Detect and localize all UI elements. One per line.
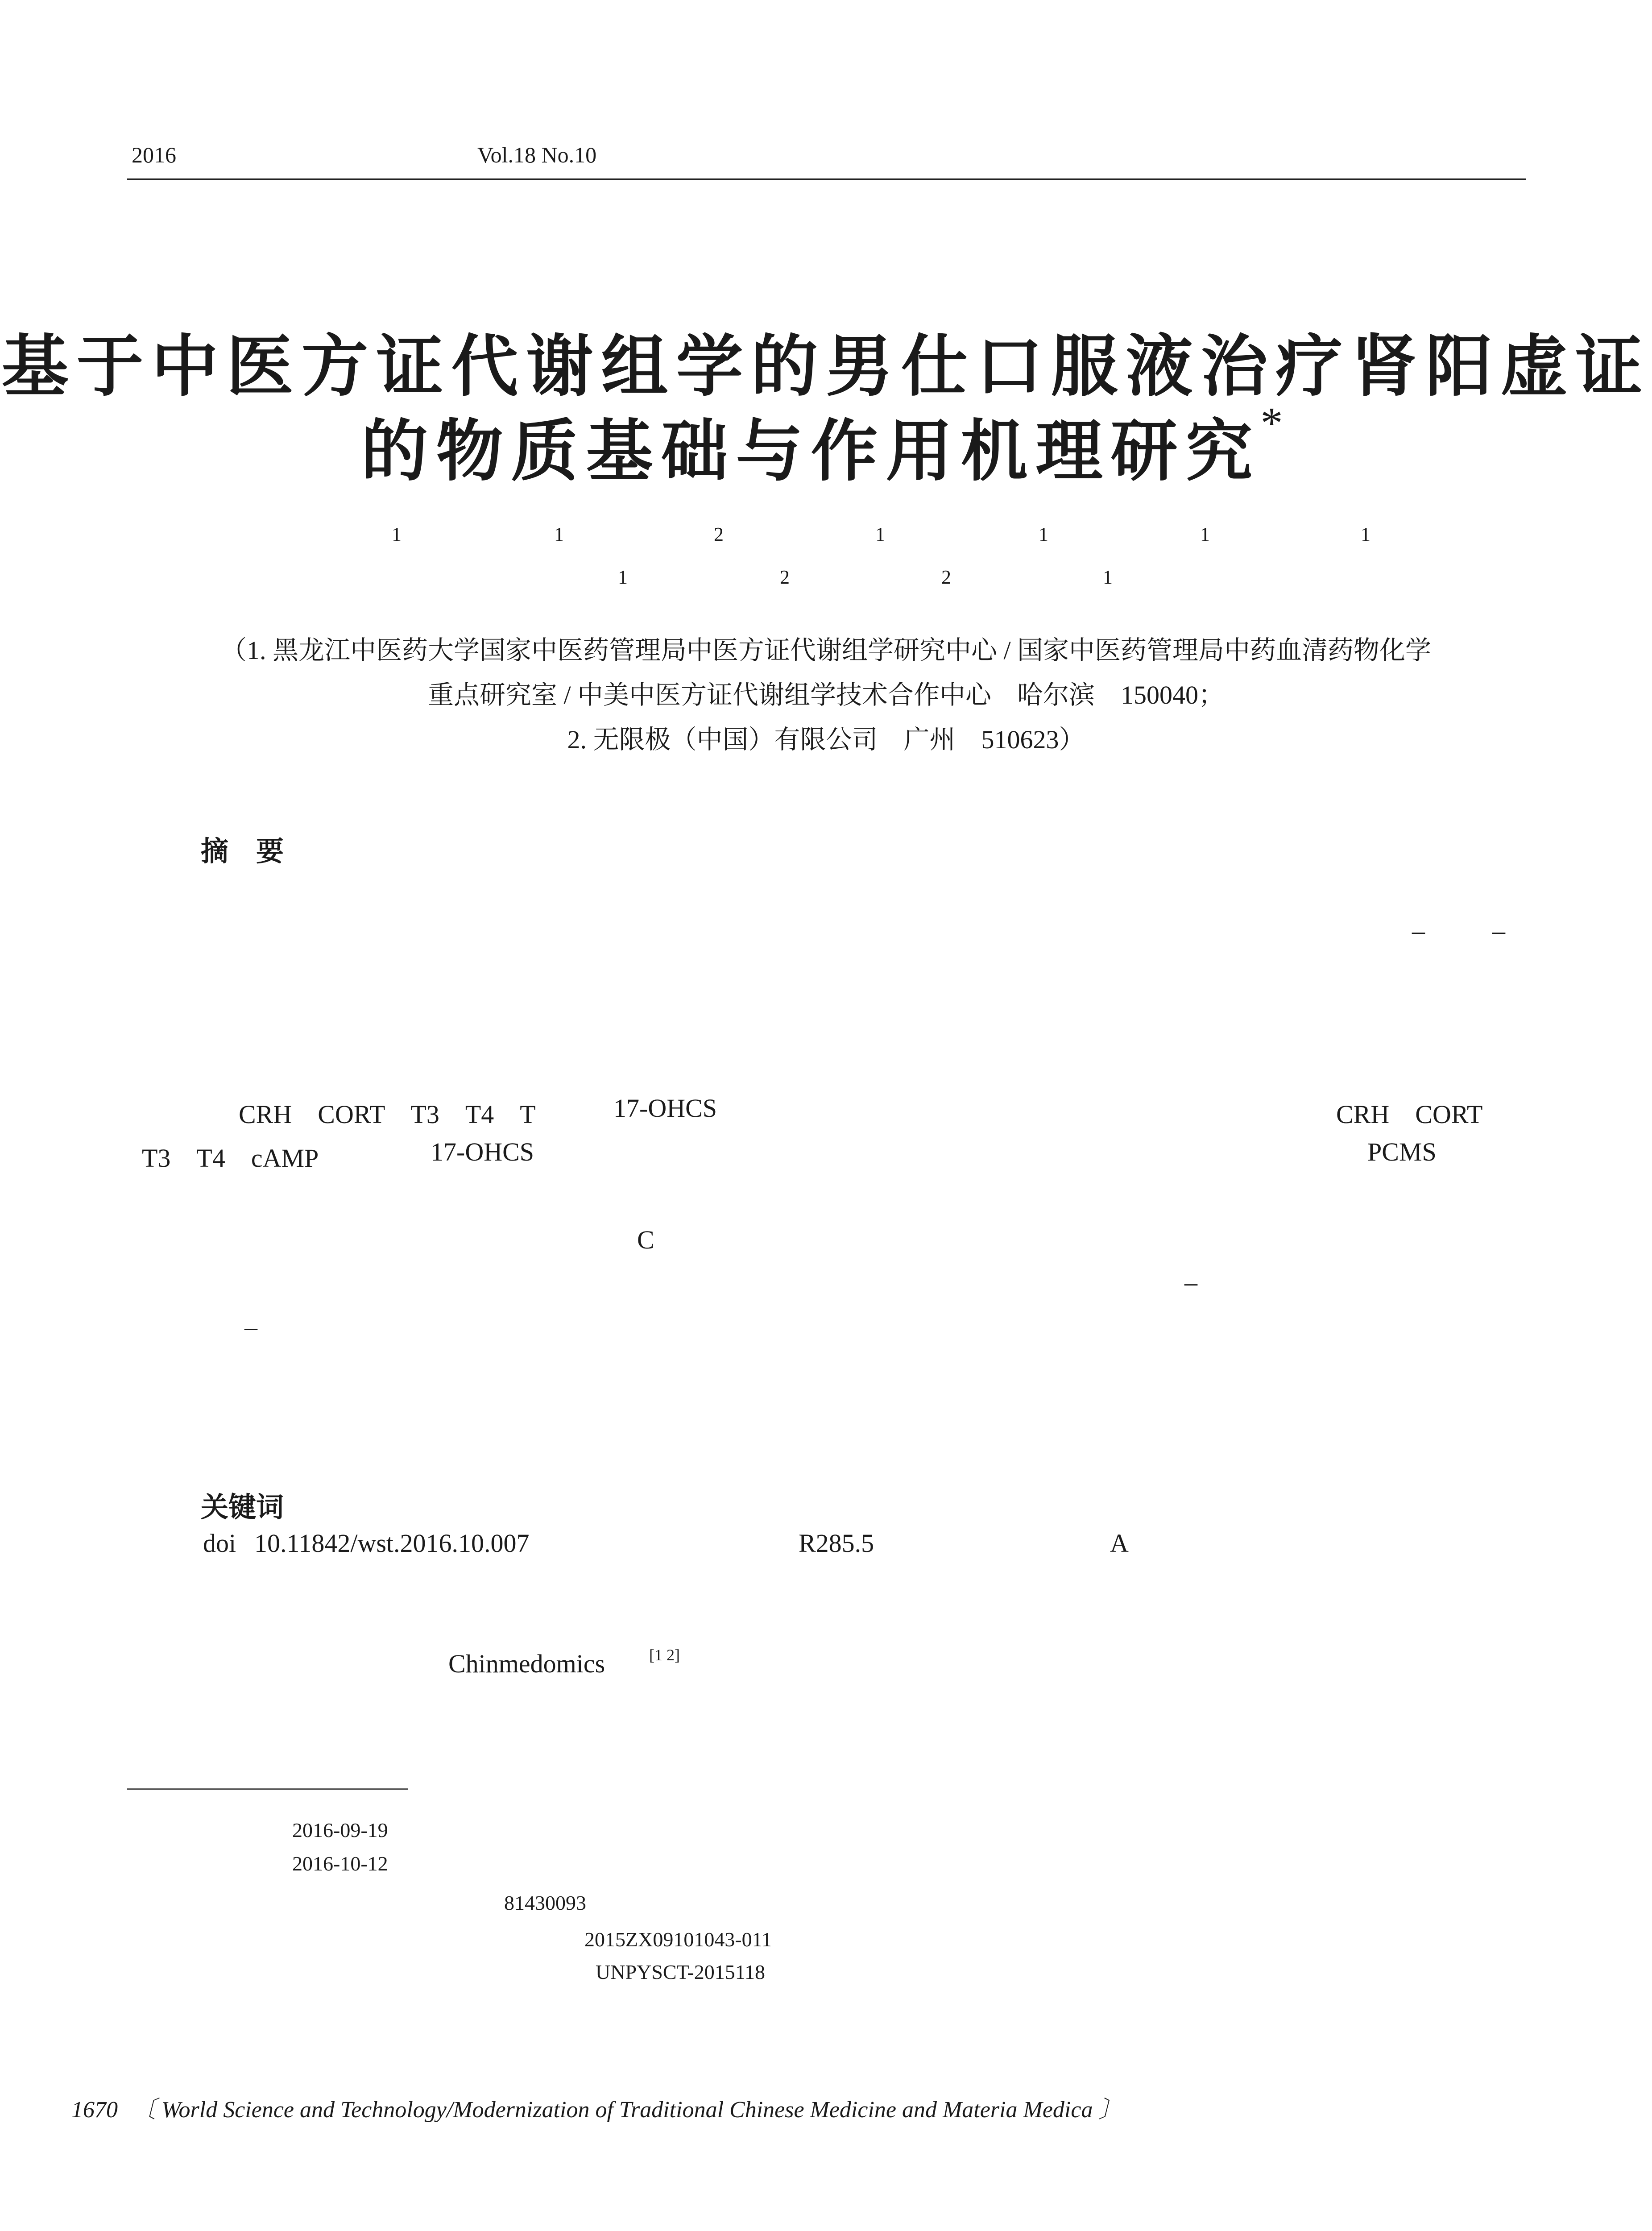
abstract-dash: – bbox=[1492, 916, 1505, 945]
page-footer bbox=[71, 2090, 1122, 2124]
page-number: 1670 bbox=[71, 2097, 118, 2123]
header-rule bbox=[127, 178, 1526, 180]
title-line-1: 基于中医方证代谢组学的男仕口服液治疗肾阳虚证 bbox=[1, 330, 1651, 404]
author-affil-mark: 1 bbox=[392, 523, 402, 545]
footnote-received-date: 2016-09-19 bbox=[292, 1819, 388, 1841]
header-volume: Vol.18 No.10 bbox=[477, 142, 597, 167]
author-affil-mark: 1 bbox=[618, 566, 628, 588]
abstract-dash: – bbox=[244, 1312, 257, 1341]
footnote-grant-3: UNPYSCT-2015118 bbox=[596, 1961, 765, 1983]
abstract-label: 摘 要 bbox=[201, 835, 284, 867]
header-year: 2016 bbox=[132, 142, 176, 167]
clc-number: R285.5 bbox=[799, 1529, 874, 1558]
document-code: A bbox=[1110, 1529, 1129, 1558]
affiliation-line-1: （1. 黑龙江中医药大学国家中医药管理局中医方证代谢组学研究中心 / 国家中医药管理局中药血清药物化学 bbox=[220, 636, 1432, 665]
abstract-c-letter: C bbox=[637, 1225, 654, 1254]
footnote-grant-2: 2015ZX09101043-011 bbox=[584, 1928, 772, 1951]
abstract-dash: – bbox=[1412, 916, 1425, 945]
keywords-label: 关键词 bbox=[201, 1491, 284, 1523]
abstract-ohcs-1: 17-OHCS bbox=[613, 1094, 717, 1123]
footnote-rule bbox=[127, 1788, 408, 1790]
doi-value: 10.11842/wst.2016.10.007 bbox=[254, 1529, 530, 1558]
author-affil-mark: 1 bbox=[1200, 523, 1210, 545]
doi-label: doi bbox=[203, 1529, 236, 1558]
abstract-markers-line-1-right: CRH CORT bbox=[1336, 1100, 1483, 1129]
abstract-dash: – bbox=[1184, 1268, 1197, 1297]
affiliation-line-3: 2. 无限极（中国）有限公司 广州 510623） bbox=[567, 725, 1085, 754]
intro-term: Chinmedomics bbox=[448, 1649, 605, 1678]
author-affil-mark: 2 bbox=[941, 566, 951, 588]
intro-citation: [1 2] bbox=[649, 1646, 680, 1664]
author-affil-mark: 1 bbox=[875, 523, 885, 545]
author-affil-mark: 1 bbox=[1039, 523, 1048, 545]
abstract-ohcs-2: 17-OHCS bbox=[431, 1137, 534, 1166]
author-affil-mark: 1 bbox=[554, 523, 564, 545]
footnote-grant-1: 81430093 bbox=[504, 1891, 586, 1914]
author-affil-mark: 1 bbox=[1361, 523, 1370, 545]
abstract-markers-line-2: T3 T4 cAMP bbox=[142, 1144, 319, 1173]
title-footnote-marker: * bbox=[1260, 398, 1291, 448]
author-affil-mark: 2 bbox=[780, 566, 790, 588]
journal-name: 〔 World Science and Technology/Modernization of Traditional Chinese Medicine and Materia Medica 〕 bbox=[132, 2097, 1122, 2123]
footnote-revised-date: 2016-10-12 bbox=[292, 1852, 388, 1875]
abstract-markers-line-1: CRH CORT T3 T4 T bbox=[239, 1100, 536, 1129]
title-line-2 bbox=[0, 397, 1652, 493]
affiliation-line-2: 重点研究室 / 中美中医方证代谢组学技术合作中心 哈尔滨 150040； bbox=[427, 680, 1225, 709]
abstract-pcms: PCMS bbox=[1367, 1137, 1437, 1166]
author-affil-mark: 2 bbox=[714, 523, 724, 545]
author-affil-mark: 1 bbox=[1103, 566, 1113, 588]
title-line-2-text: 的物质基础与作用机理研究 bbox=[361, 415, 1261, 489]
